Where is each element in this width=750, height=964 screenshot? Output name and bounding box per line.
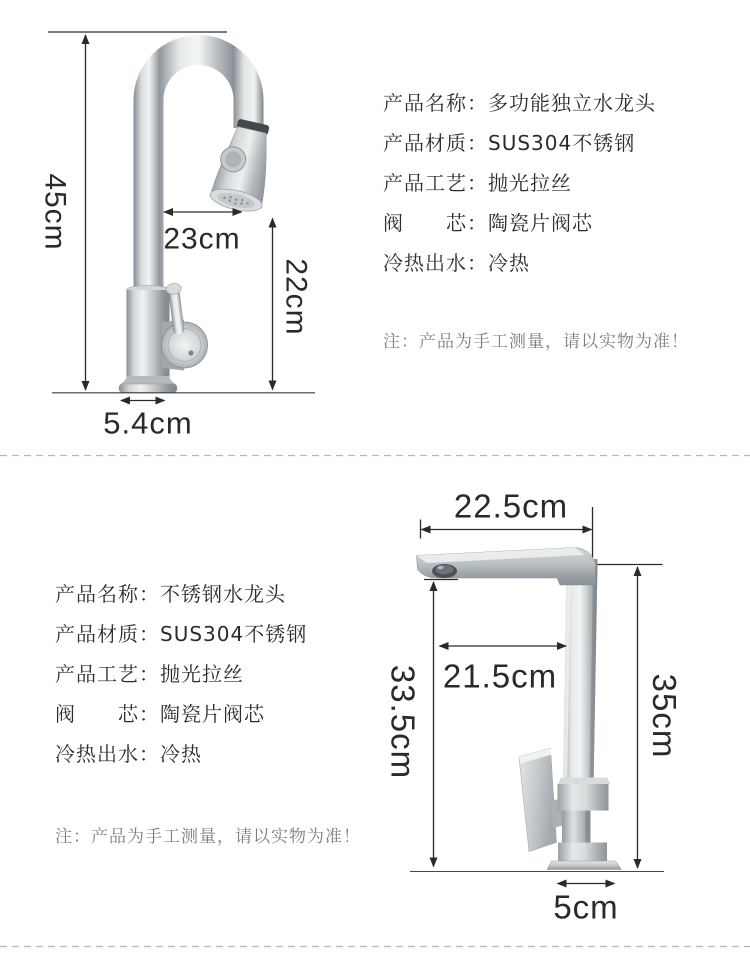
spec-label: 产品名称： — [55, 581, 160, 606]
spec-row-craft — [55, 652, 307, 692]
spec-row-craft — [383, 161, 656, 201]
dim-bottom-top-width — [421, 488, 592, 539]
dim-bottom-base-width — [553, 884, 618, 926]
dim-bottom-total-height — [597, 565, 683, 869]
spec-row-material — [383, 121, 656, 161]
dim-label-35cm: 35cm — [646, 673, 683, 759]
spec-label: 产品工艺： — [55, 661, 160, 686]
spec-value: SUS304不锈钢 — [160, 621, 308, 646]
spec-value: 冷热 — [488, 250, 530, 275]
dim-label-22cm: 22cm — [279, 258, 313, 336]
spec-label: 阀 芯： — [383, 210, 488, 235]
measurement-note-bottom: 注：产品为手工测量，请以实物为准！ — [55, 827, 361, 847]
spec-label: 产品名称： — [383, 90, 488, 115]
spec-row-water — [383, 241, 656, 281]
faucet-top-spray-head — [208, 116, 280, 215]
spec-value: SUS304不锈钢 — [488, 130, 636, 155]
dim-label-22.5cm: 22.5cm — [453, 487, 569, 525]
spec-row-valve — [383, 201, 656, 241]
spec-label: 产品材质： — [383, 130, 488, 155]
faucet-bottom-nozzle — [432, 564, 457, 578]
dim-top-base-width — [103, 401, 192, 441]
faucet-bottom-illustration — [410, 548, 664, 872]
spec-label: 产品材质： — [55, 621, 160, 646]
measurement-note-top: 注：产品为手工测量，请以实物为准！ — [383, 332, 689, 352]
spec-row-valve — [55, 692, 307, 732]
faucet-top-body — [119, 283, 208, 393]
spec-value: 陶瓷片阀芯 — [160, 701, 265, 726]
spec-label: 冷热出水： — [383, 250, 488, 275]
faucet-top-illustration — [52, 35, 315, 393]
dim-bottom-spout-height — [385, 580, 459, 867]
spec-value: 冷热 — [160, 741, 202, 766]
spec-value: 抛光拉丝 — [160, 661, 244, 686]
spec-value: 抛光拉丝 — [488, 170, 572, 195]
dim-bottom-spout-reach — [440, 646, 567, 695]
dim-label-33.5cm: 33.5cm — [384, 664, 422, 780]
spec-row-water — [55, 732, 307, 772]
spec-label: 产品工艺： — [383, 170, 488, 195]
spec-row-name — [55, 572, 307, 612]
dim-label-5cm: 5cm — [553, 888, 619, 926]
dim-label-21.5cm: 21.5cm — [442, 657, 558, 695]
dim-top-outlet-clearance — [273, 219, 313, 390]
spec-value: 陶瓷片阀芯 — [488, 210, 593, 235]
dim-label-23cm: 23cm — [163, 222, 241, 256]
spec-row-name — [383, 81, 656, 121]
spec-label: 冷热出水： — [55, 741, 160, 766]
spec-value: 不锈钢水龙头 — [160, 581, 286, 606]
dim-top-spout-reach — [163, 212, 241, 256]
dim-label-45cm: 45cm — [38, 173, 72, 251]
spec-row-material — [55, 612, 307, 652]
spec-value: 多功能独立水龙头 — [488, 90, 656, 115]
product-specs-top — [383, 81, 656, 281]
spec-label: 阀 芯： — [55, 701, 160, 726]
dim-label-5.4cm: 5.4cm — [103, 405, 193, 441]
product-specs-bottom — [55, 572, 307, 772]
